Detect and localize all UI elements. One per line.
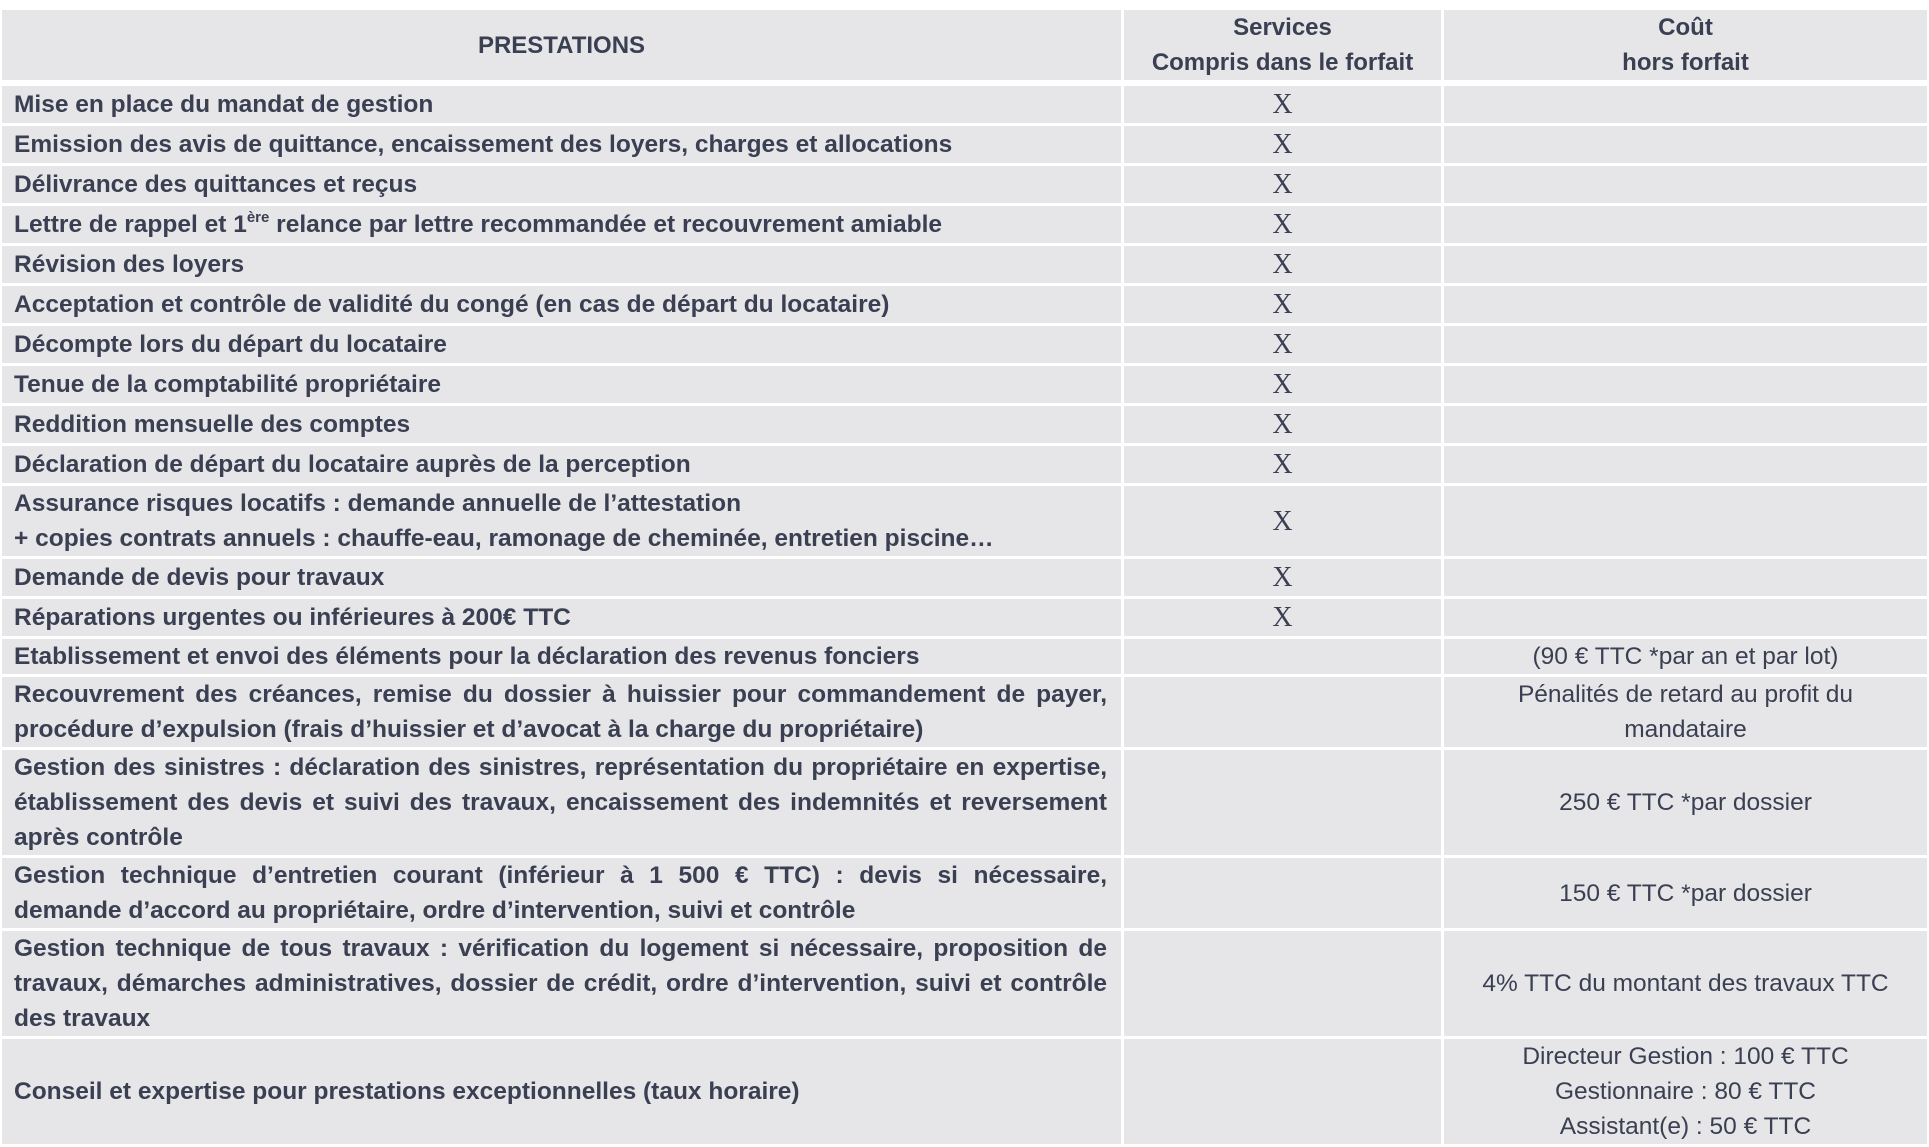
table-row [2, 486, 1927, 559]
row-cost [1444, 126, 1927, 166]
row-cost [1444, 486, 1927, 559]
row-label: Gestion des sinistres : déclaration des sinistres, représentation du propriétaire en expertise, établissement des devis et suivi des travaux, encaissement des indemnités et reversement après contrôle [2, 750, 1124, 858]
row-label: Décompte lors du départ du locataire [2, 326, 1124, 366]
row-label: Réparations urgentes ou inférieures à 200€ TTC [2, 599, 1124, 639]
row-cost [1444, 677, 1927, 750]
row-label-start: Lettre de rappel et 1 [14, 211, 247, 238]
row-cost [1444, 406, 1927, 446]
included-mark: X [1124, 206, 1444, 246]
row-label: Acceptation et contrôle de validité du congé (en cas de départ du locataire) [2, 286, 1124, 326]
included-mark: X [1124, 126, 1444, 166]
table-row [2, 406, 1927, 446]
row-cost [1444, 206, 1927, 246]
header-cost-line2: hors forfait [1622, 49, 1749, 76]
table-row [2, 366, 1927, 406]
included-mark: X [1124, 446, 1444, 486]
row-cost [1444, 1039, 1927, 1147]
table-row [2, 446, 1927, 486]
row-cost [1444, 599, 1927, 639]
row-cost-line1: Pénalités de retard au profit du [1517, 681, 1854, 708]
table-row [2, 599, 1927, 639]
row-cost-line2: Gestionnaire : 80 € TTC [1554, 1078, 1816, 1105]
row-label: Gestion technique d’entretien courant (inférieur à 1 500 € TTC) : devis si nécessaire, demande d’accord au propriétaire, ordre d’intervention, suivi et contrôle [2, 858, 1124, 931]
table-row [2, 639, 1927, 677]
table-row [2, 931, 1927, 1039]
table-row [2, 86, 1927, 126]
row-label [2, 486, 1124, 559]
row-cost [1444, 86, 1927, 126]
row-label: Mise en place du mandat de gestion [2, 86, 1124, 126]
table-row [2, 166, 1927, 206]
row-label: Etablissement et envoi des éléments pour la déclaration des revenus fonciers [2, 639, 1124, 677]
row-cost [1444, 366, 1927, 406]
row-cost-line1: Directeur Gestion : 100 € TTC [1522, 1043, 1849, 1070]
included-mark [1124, 677, 1444, 750]
included-mark [1124, 858, 1444, 931]
included-mark: X [1124, 326, 1444, 366]
included-mark: X [1124, 286, 1444, 326]
row-cost: 250 € TTC *par dossier [1444, 750, 1927, 858]
row-cost: 4% TTC du montant des travaux TTC [1444, 931, 1927, 1039]
header-services-line1: Services [1233, 14, 1332, 41]
included-mark: X [1124, 486, 1444, 559]
table-row [2, 286, 1927, 326]
row-label: Conseil et expertise pour prestations exceptionnelles (taux horaire) [2, 1039, 1124, 1147]
prestations-table [2, 10, 1927, 1147]
row-label: Emission des avis de quittance, encaissement des loyers, charges et allocations [2, 126, 1124, 166]
row-cost [1444, 286, 1927, 326]
table-row [2, 858, 1927, 931]
included-mark: X [1124, 406, 1444, 446]
row-label: Reddition mensuelle des comptes [2, 406, 1124, 446]
table-row [2, 326, 1927, 366]
table-row [2, 750, 1927, 858]
table-row [2, 126, 1927, 166]
header-cost-line1: Coût [1658, 14, 1713, 41]
row-cost [1444, 326, 1927, 366]
row-label: Révision des loyers [2, 246, 1124, 286]
table-row [2, 1039, 1927, 1147]
row-label: Gestion technique de tous travaux : vérification du logement si nécessaire, proposition de travaux, démarches administratives, dossier de crédit, ordre d’intervention, suivi et contrôle des travaux [2, 931, 1124, 1039]
row-label: Déclaration de départ du locataire auprès de la perception [2, 446, 1124, 486]
included-mark [1124, 931, 1444, 1039]
row-label-line2: + copies contrats annuels : chauffe-eau, ramonage de cheminée, entretien piscine… [14, 525, 994, 552]
row-label-superscript: ère [246, 209, 270, 226]
row-label [2, 206, 1124, 246]
row-label: Demande de devis pour travaux [2, 559, 1124, 599]
table-header-row [2, 10, 1927, 86]
row-label: Délivrance des quittances et reçus [2, 166, 1124, 206]
included-mark: X [1124, 86, 1444, 126]
row-cost [1444, 246, 1927, 286]
table-row [2, 246, 1927, 286]
header-services [1124, 10, 1444, 86]
included-mark: X [1124, 599, 1444, 639]
included-mark: X [1124, 166, 1444, 206]
included-mark: X [1124, 559, 1444, 599]
row-cost [1444, 446, 1927, 486]
row-cost-line2: mandataire [1624, 716, 1747, 743]
row-cost: 150 € TTC *par dossier [1444, 858, 1927, 931]
header-prestations: PRESTATIONS [2, 10, 1124, 86]
row-label-line1: Assurance risques locatifs : demande annuelle de l’attestation [14, 490, 742, 517]
included-mark [1124, 750, 1444, 858]
table-row [2, 677, 1927, 750]
header-services-line2: Compris dans le forfait [1151, 49, 1414, 76]
row-cost-line3: Assistant(e) : 50 € TTC [1559, 1113, 1812, 1140]
included-mark: X [1124, 246, 1444, 286]
included-mark [1124, 639, 1444, 677]
header-cost [1444, 10, 1927, 86]
table-row [2, 559, 1927, 599]
table-row [2, 206, 1927, 246]
row-cost [1444, 559, 1927, 599]
included-mark [1124, 1039, 1444, 1147]
row-cost [1444, 166, 1927, 206]
row-label: Recouvrement des créances, remise du dossier à huissier pour commandement de payer, procédure d’expulsion (frais d’huissier et d’avocat à la charge du propriétaire) [2, 677, 1124, 750]
included-mark: X [1124, 366, 1444, 406]
row-label: Tenue de la comptabilité propriétaire [2, 366, 1124, 406]
row-cost: (90 € TTC *par an et par lot) [1444, 639, 1927, 677]
row-label-end: relance par lettre recommandée et recouvrement amiable [269, 211, 943, 238]
